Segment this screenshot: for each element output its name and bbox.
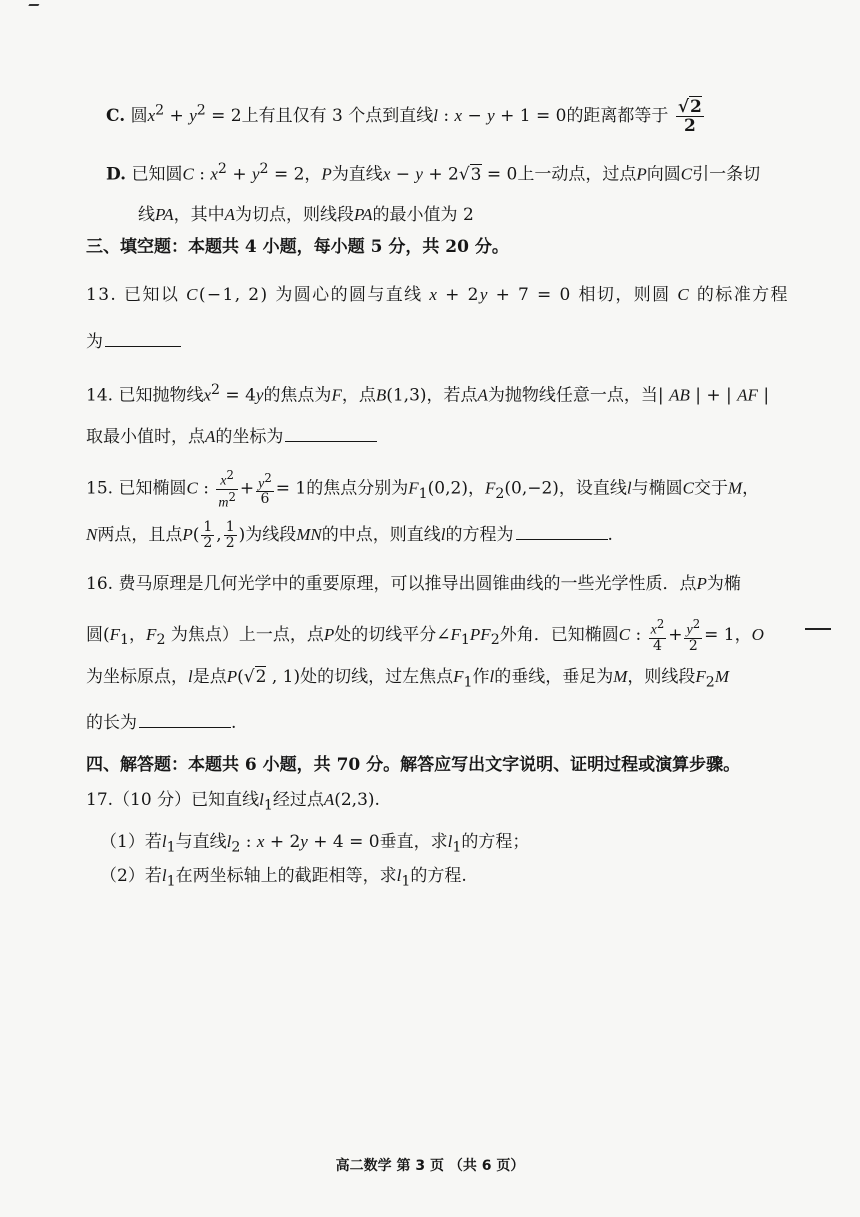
question-15-cont: N两点，且点P( $\frac{1}{2}$ , $\frac{1}{2}$ )为线段MN的中点，则直线l的方程为 .	[86, 519, 613, 551]
fraction-sqrt2-over-2: $\frac{√2}{2}$	[677, 97, 702, 136]
page-footer: 高二数学 第 3 页 （共 6 页）	[335, 1158, 525, 1174]
option-d: D. 已知圆C : $x^2 + y^2 = 2$，P为直线x − y + 2√3 = 0上一动点，过点P向圆C引一条切	[106, 161, 761, 185]
question-16-line3: 为坐标原点，l是点P(√2 , 1)处的切线，过左焦点$F_1$作l的垂线，垂足为M，则线段$F_2M$	[86, 667, 729, 691]
option-c: C. 圆$x^2 + y^2 = 2$上有且仅有 3 个点到直线l : x − y + 1 = 0的距离都等于 $\frac{√2}{2}$	[106, 97, 702, 136]
question-17-part-1: （1）若$l_1$与直线$l_2$ : x + 2y + 4 = 0垂直，求$l_1$的方程；	[100, 832, 530, 856]
answer-blank-13[interactable]	[105, 330, 181, 347]
question-16-line2: 圆($F_1$，$F_2$ 为焦点）上一点，点P处的切线平分$\angle F_1PF_2$外角．已知椭圆C : $\frac{x^2}{4}$ + $\frac{y^2}{2}$ = 1，O	[86, 617, 764, 654]
question-14: 14. 已知抛物线$x^2 = 4y$的焦点为F，点B(1,3)，若点A为抛物线任意一点，当| AB | + | AF |	[86, 382, 770, 406]
question-16-line4: 的长为 .	[86, 713, 237, 733]
question-13: 13. 已知以 C(−1, 2) 为圆心的圆与直线 x + 2y + 7 = 0 相切，则圆 C 的标准方程	[86, 285, 789, 305]
margin-mark	[805, 628, 831, 630]
question-15: 15. 已知椭圆C : $\frac{x^2}{m^2}$ + $\frac{y^2}{6}$ = 1的焦点分别为$F_1(0,2)$，$F_2(0,-2)$，设直线l与椭圆C交于M，	[86, 468, 760, 511]
section-4-heading: 四、解答题：本题共 6 小题，共 70 分。解答应写出文字说明、证明过程或演算步骤。	[86, 755, 741, 775]
option-d-cont: 线PA，其中A为切点，则线段PA的最小值为 2	[138, 205, 474, 225]
question-14-cont: 取最小值时，点A的坐标为	[0, 425, 860, 449]
question-13-cont: 为	[0, 330, 860, 354]
answer-blank-16[interactable]	[139, 711, 231, 728]
question-16: 16. 费马原理是几何光学中的重要原理，可以推导出圆锥曲线的一些光学性质．点P为椭	[86, 574, 741, 594]
question-17: 17.（10 分）已知直线$l_1$经过点A(2,3).	[86, 790, 380, 814]
question-17-part-2: （2）若$l_1$在两坐标轴上的截距相等，求$l_1$的方程.	[100, 866, 467, 890]
answer-blank-15[interactable]	[516, 523, 608, 540]
answer-blank-14[interactable]	[285, 425, 377, 442]
section-3-heading: 三、填空题：本题共 4 小题，每小题 5 分，共 20 分。	[86, 237, 509, 257]
scan-corner-mark	[28, 0, 41, 6]
